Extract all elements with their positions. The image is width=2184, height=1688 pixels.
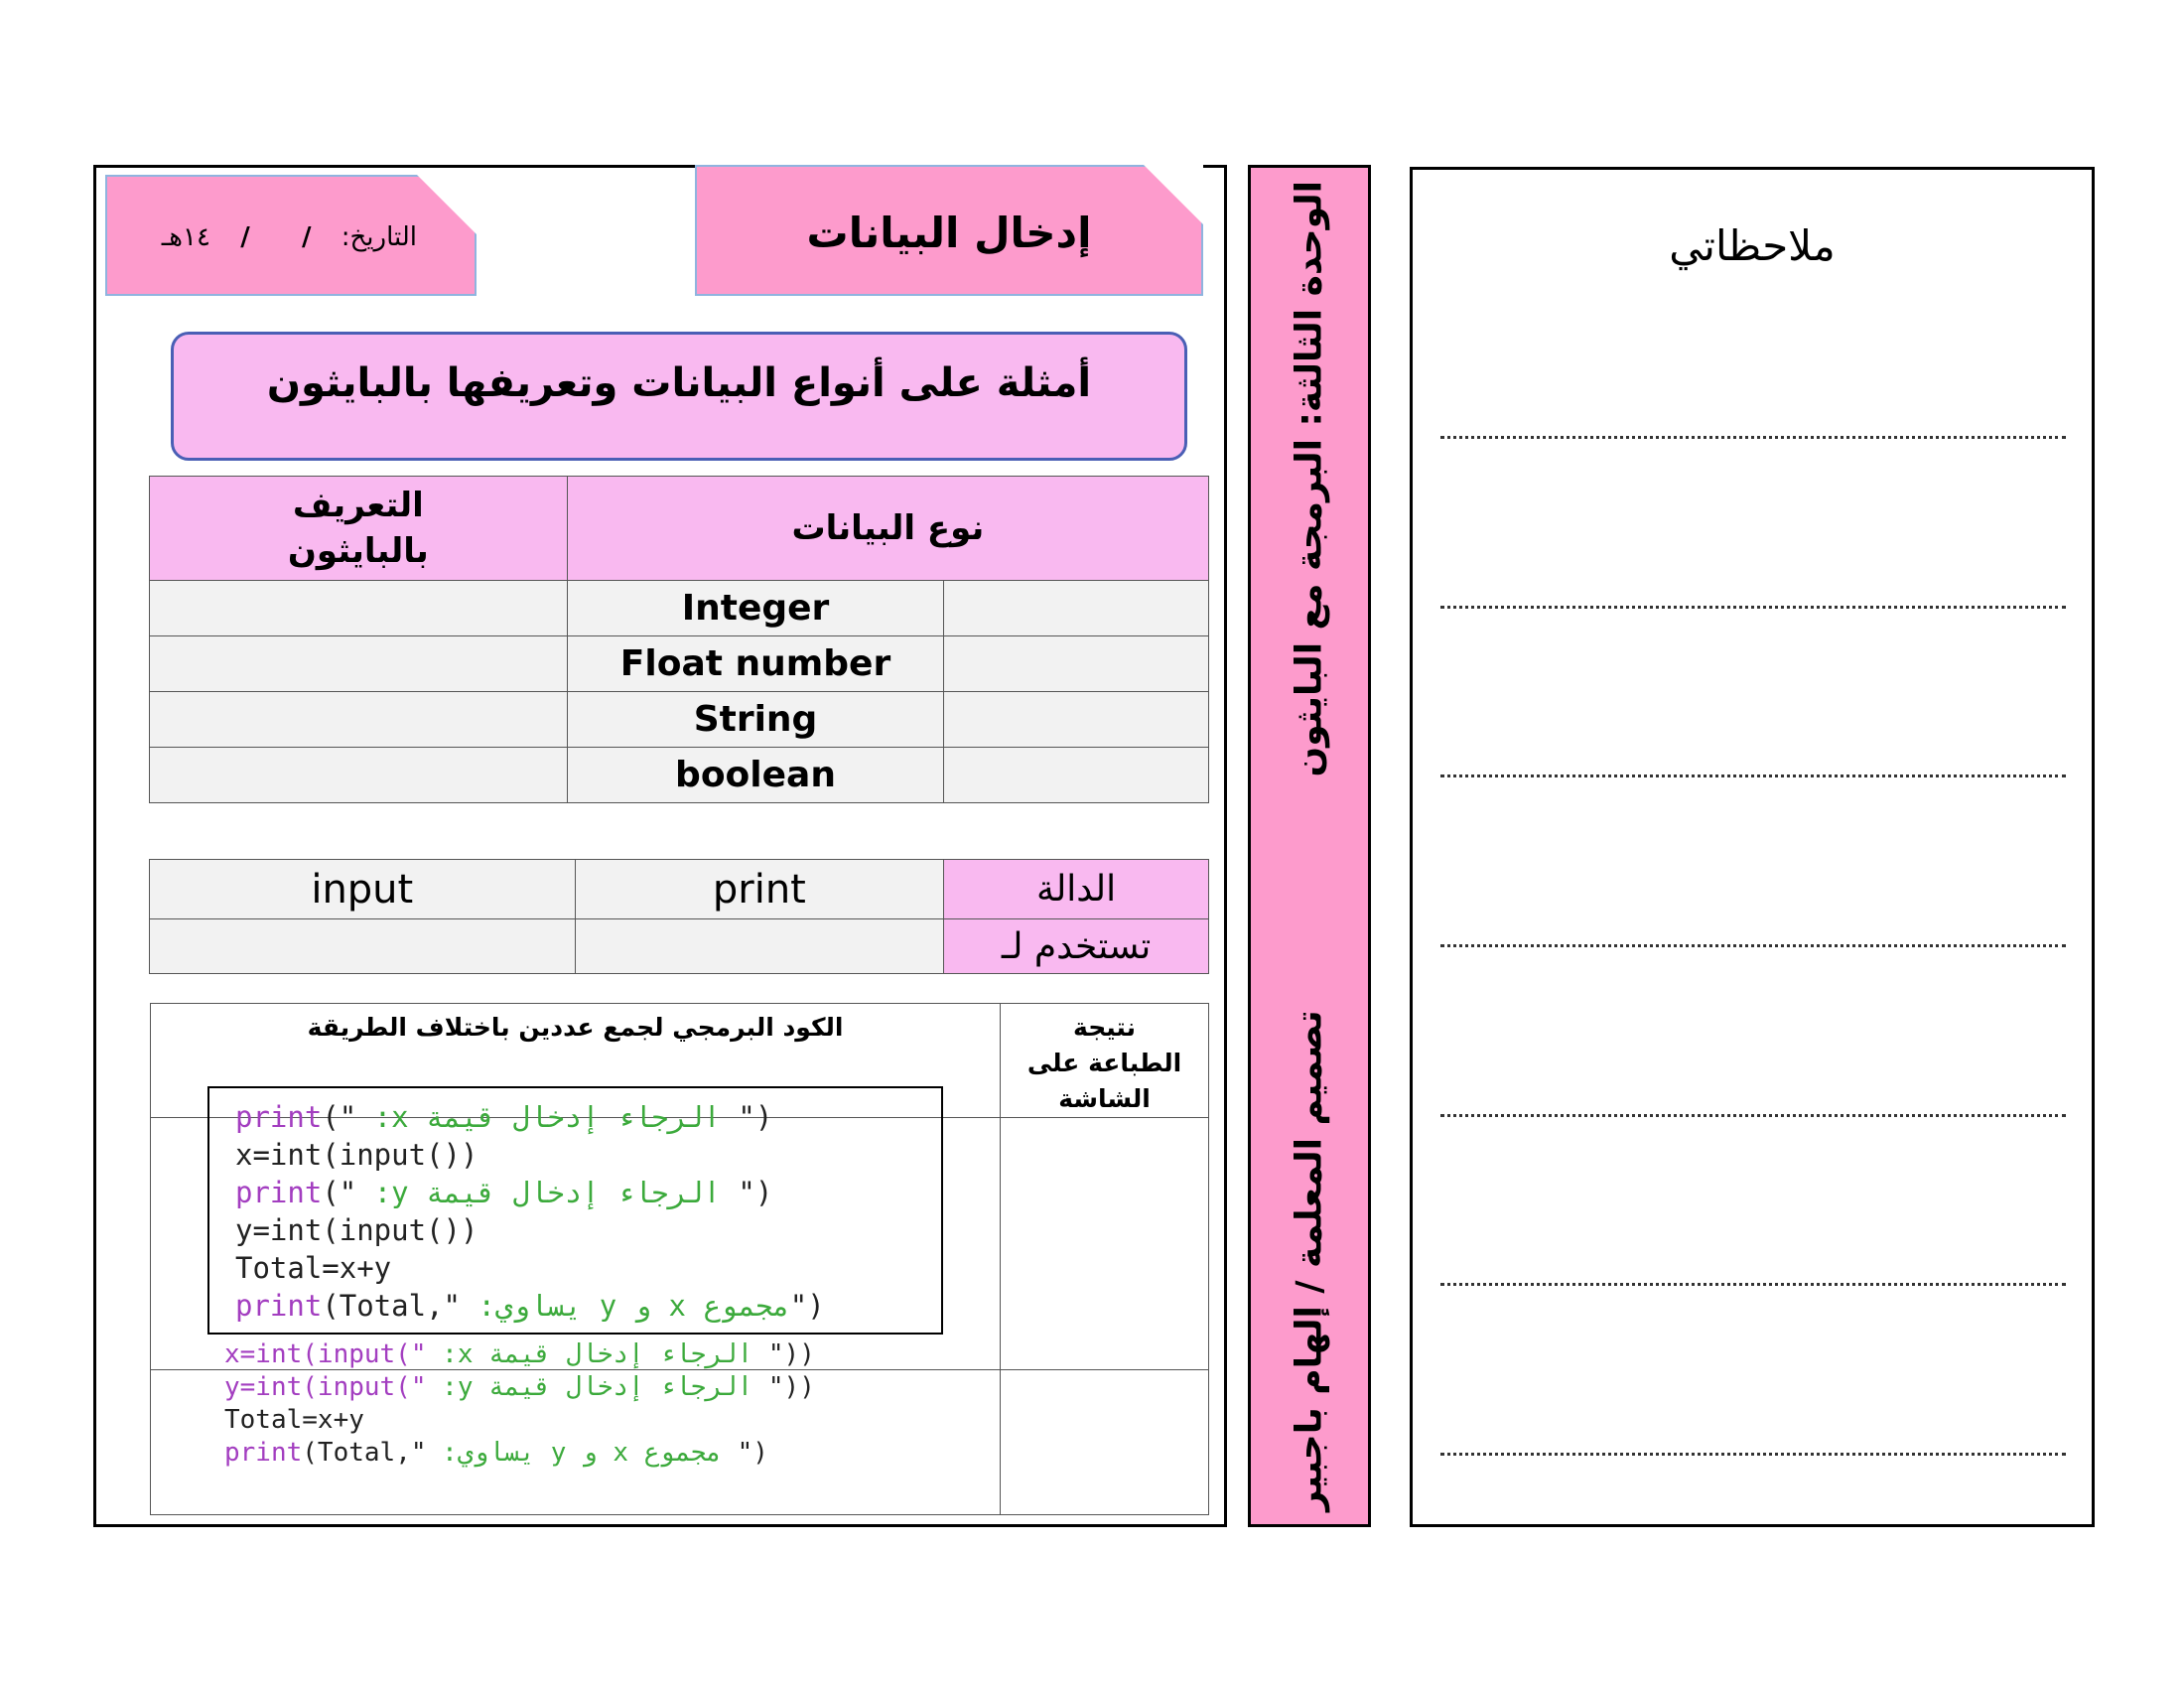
date-label: التاريخ:: [341, 222, 417, 252]
note-line[interactable]: [1440, 606, 2066, 609]
code-block-1: [207, 1086, 943, 1335]
blank-cell[interactable]: [944, 748, 1209, 803]
note-line[interactable]: [1440, 436, 2066, 439]
code-line: print(Total,"مجموع x و y يساوي: "): [235, 1289, 825, 1323]
date-year: ١٤هـ: [161, 222, 210, 252]
type-cell: Float number: [567, 636, 944, 692]
unit-title: الوحدة الثالثة: البرمجة مع البايثون: [1289, 181, 1330, 777]
note-line[interactable]: [1440, 1114, 2066, 1117]
code-line: print(" الرجاء إدخال قيمة y: "): [235, 1176, 773, 1209]
type-cell: boolean: [567, 748, 944, 803]
function-table: [149, 859, 1209, 974]
data-types-table: [149, 476, 1209, 803]
header-output: نتيجة الطباعة على الشاشة: [1001, 1004, 1209, 1118]
date-separator: /: [240, 222, 250, 252]
code-line: x=int(input(" الرجاء إدخال قيمة x: ")): [224, 1339, 815, 1369]
lesson-title-box: [171, 332, 1187, 461]
code-block-2: [224, 1338, 979, 1470]
function-print: print: [575, 860, 944, 919]
type-cell: Integer: [567, 581, 944, 636]
header-code: الكود البرمجي لجمع عددين باختلاف الطريقة: [151, 1004, 1001, 1118]
output-cell-2[interactable]: [1001, 1370, 1209, 1515]
input-usage-cell[interactable]: [150, 919, 576, 974]
note-line[interactable]: [1440, 1453, 2066, 1456]
note-line[interactable]: [1440, 774, 2066, 777]
blank-cell[interactable]: [944, 581, 1209, 636]
function-input: input: [150, 860, 576, 919]
table-row: [150, 636, 1209, 692]
used-for-label: تستخدم لـ: [944, 919, 1209, 974]
table-row: [150, 692, 1209, 748]
header-data-type: نوع البيانات: [567, 477, 1208, 581]
designer-credit: تصميم المعلمة / إلهام باجبير: [1289, 1010, 1330, 1511]
code-line: Total=x+y: [235, 1251, 392, 1285]
notes-title: ملاحظاتي: [1669, 221, 1836, 270]
note-line[interactable]: [1440, 944, 2066, 947]
unit-banner: [1248, 165, 1371, 1527]
code-line: y=int(input()): [235, 1213, 478, 1247]
code-line: x=int(input()): [235, 1138, 478, 1172]
blank-cell[interactable]: [944, 636, 1209, 692]
page-title: إدخال البيانات: [806, 209, 1092, 257]
date-separator: /: [301, 222, 312, 252]
note-line[interactable]: [1440, 1283, 2066, 1286]
date-tab: [105, 175, 477, 296]
output-cell-1[interactable]: [1001, 1118, 1209, 1370]
blank-cell[interactable]: [944, 692, 1209, 748]
title-tab: [695, 165, 1203, 296]
table-row: [150, 581, 1209, 636]
definition-cell[interactable]: [150, 692, 568, 748]
code-line: y=int(input(" الرجاء إدخال قيمة y: ")): [224, 1372, 815, 1402]
code-line: Total=x+y: [224, 1405, 364, 1435]
print-usage-cell[interactable]: [575, 919, 944, 974]
code-line: print(" الرجاء إدخال قيمة x: "): [235, 1100, 773, 1134]
definition-cell[interactable]: [150, 748, 568, 803]
notes-panel: [1410, 167, 2095, 1527]
lesson-title: أمثلة على أنواع البيانات وتعريفها بالبايثون: [266, 360, 1092, 406]
date-field: [162, 222, 417, 252]
definition-cell[interactable]: [150, 581, 568, 636]
type-cell: String: [567, 692, 944, 748]
header-python-definition: التعريف بالبايثون: [150, 477, 568, 581]
function-label: الدالة: [944, 860, 1209, 919]
code-line: print(Total," مجموع x و y يساوي: "): [224, 1438, 768, 1468]
definition-cell[interactable]: [150, 636, 568, 692]
table-row: [150, 748, 1209, 803]
